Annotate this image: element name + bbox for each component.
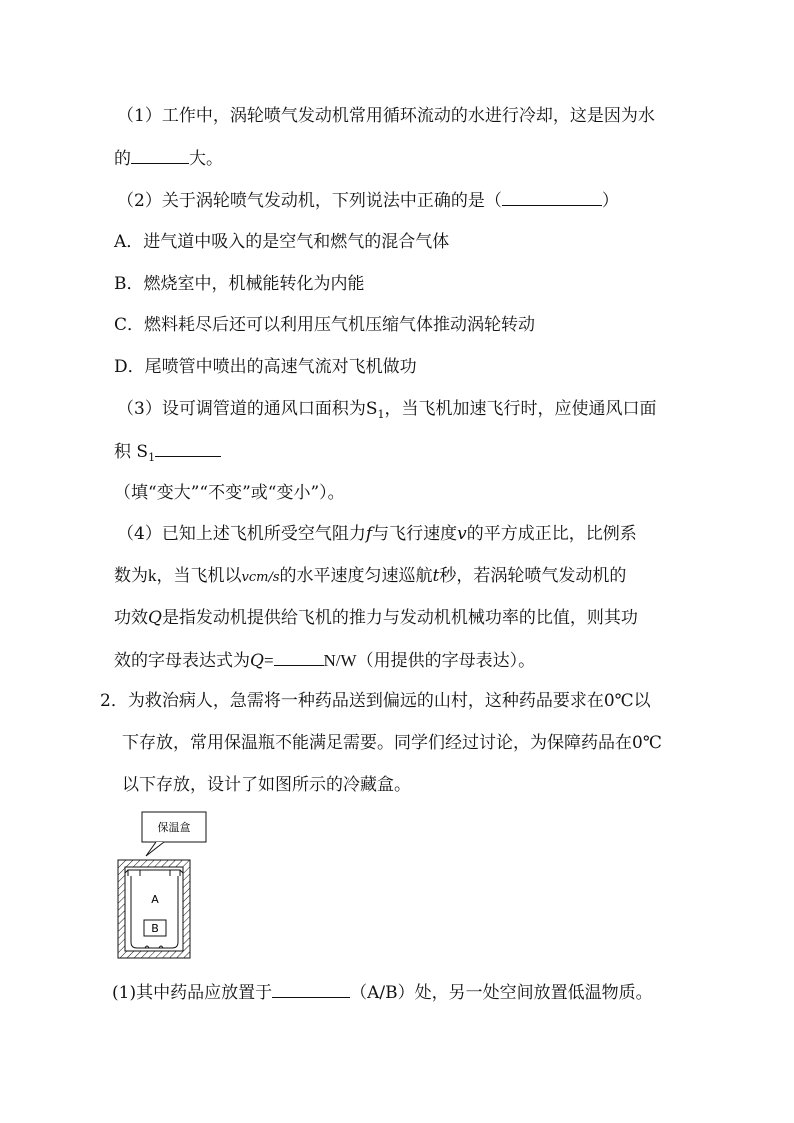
compartment-a-label: A [151, 893, 159, 906]
answer-blank-4[interactable] [274, 648, 324, 666]
cooler-box-figure [112, 810, 212, 962]
q2-sub1: (1)其中药品应放置于 （A/B）处，另一处空间放置低温物质。 [112, 980, 653, 1005]
answer-blank-3[interactable] [155, 439, 221, 457]
callout-pointer [146, 842, 164, 856]
answer-blank-5[interactable] [272, 980, 350, 998]
inner-cavity [125, 867, 183, 951]
q2-stem-line1: 2．为救治病人，急需将一种药品送到偏远的山村，这种药品要求在0℃以 [100, 691, 651, 711]
q1-part3-line2: 积 $S_1$ [114, 439, 221, 470]
option-c: C．燃料耗尽后还可以利用压气机压缩气体推动涡轮转动 [114, 315, 536, 335]
q2-stem-line2: 下存放，常用保温瓶不能满足需要。同学们经过讨论，为保障药品在0℃ [122, 733, 662, 753]
option-b: B．燃烧室中，机械能转化为内能 [114, 274, 365, 294]
q1-part1-line2: 的 大。 [114, 146, 223, 171]
q1-part3-hint: （填“变大”“不变”或“变小”）。 [114, 483, 345, 503]
option-d: D．尾喷管中喷出的高速气流对飞机做功 [114, 357, 417, 377]
q2-stem-line3: 以下存放，设计了如图所示的冷藏盒。 [122, 775, 411, 795]
answer-blank-1[interactable] [131, 146, 189, 164]
option-a: A．进气道中吸入的是空气和燃气的混合气体 [114, 232, 450, 252]
callout-label: 保温盒 [157, 821, 191, 834]
q1-part2-stem: （2）关于涡轮喷气发动机，下列说法中正确的是（ ） [117, 188, 619, 213]
compartment-b-label: B [151, 922, 159, 935]
answer-blank-2[interactable] [502, 188, 602, 206]
q1-part4-line2: 数为k，当飞机以vcm/s的水平速度匀速巡航t秒，若涡轮喷气发动机的 [114, 566, 627, 586]
q1-part4-line4: 效的字母表达式为Q= N/W（用提供的字母表达）。 [114, 648, 535, 673]
q1-part4-line1: （4）已知上述飞机所受空气阻力f与飞行速度v的平方成正比，比例系 [117, 524, 637, 544]
q1-part1-line1: （1）工作中，涡轮喷气发动机常用循环流动的水进行冷却，这是因为水 [117, 106, 655, 126]
q1-part3-line1: （3）设可调管道的通风口面积为$S_1$，当飞机加速飞行时，应使通风口面 [117, 399, 657, 421]
q1-part4-line3: 功效Q是指发动机提供给飞机的推力与发动机机械功率的比值，则其功 [114, 608, 638, 628]
